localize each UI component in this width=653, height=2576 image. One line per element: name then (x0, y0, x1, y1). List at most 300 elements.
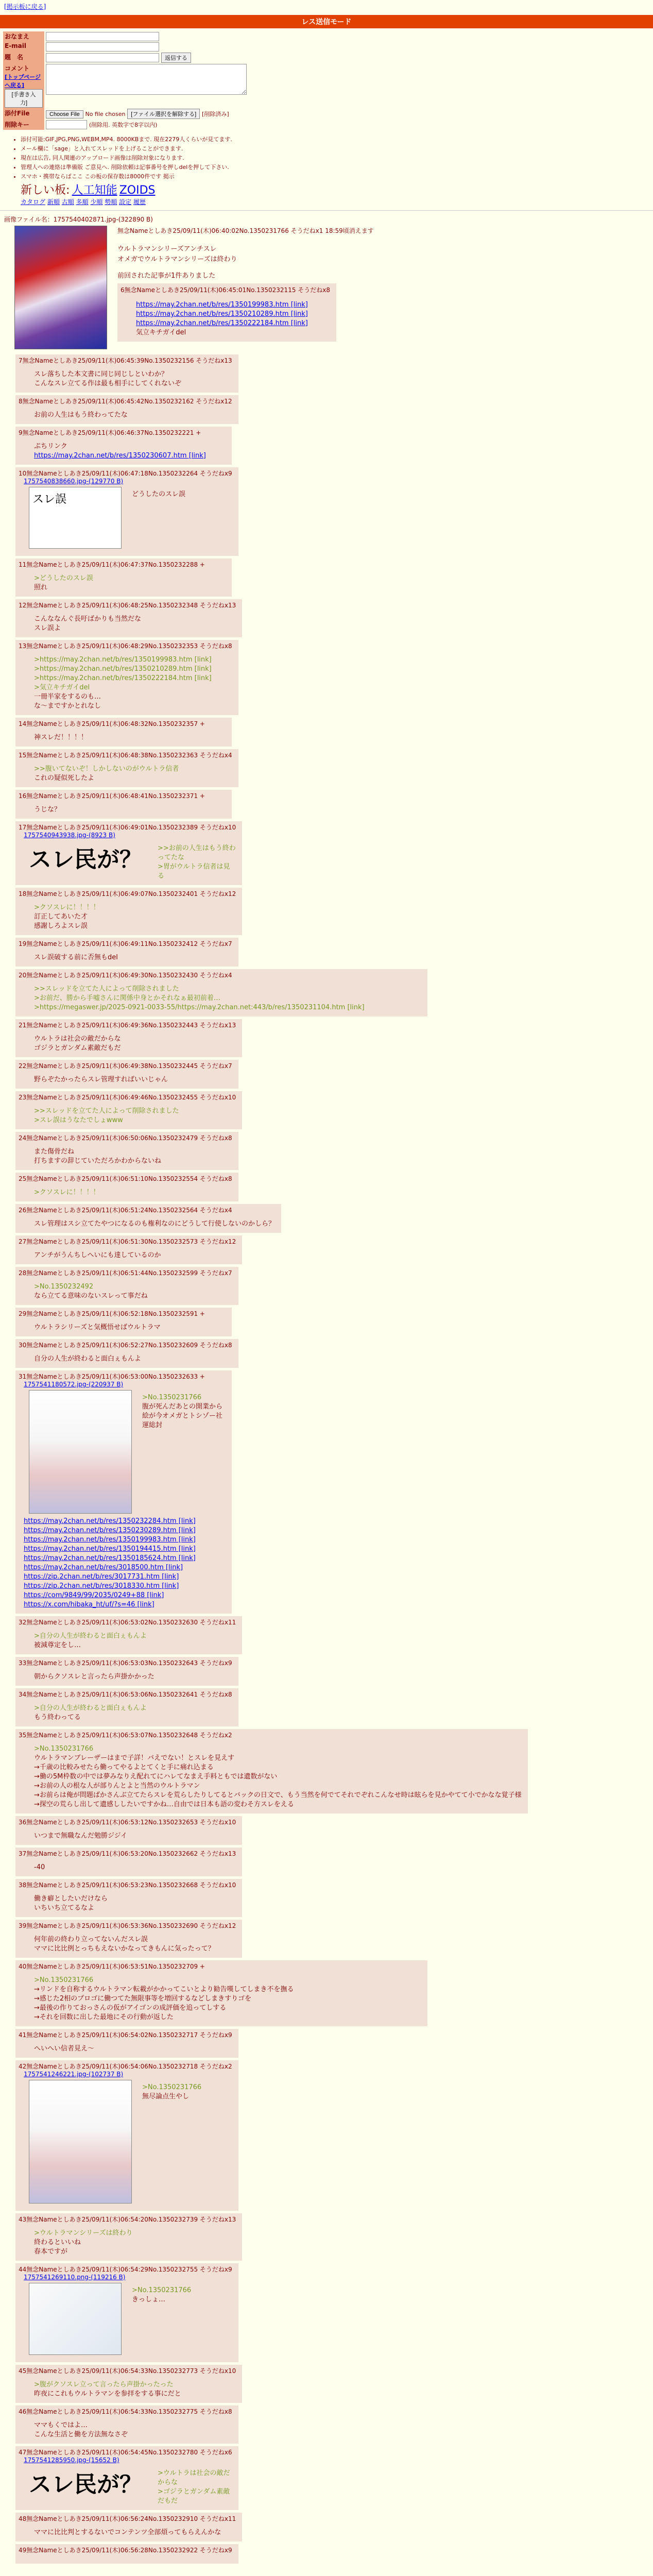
reply-header (19, 1849, 236, 1858)
reply-line: 野らぞたかったらスレ管理すればいいじゃん (34, 1076, 168, 1083)
reply-number: 33 (19, 1659, 27, 1667)
reply-post (15, 599, 242, 637)
reply-line: 被減尊定をし… (34, 1641, 81, 1649)
reply-file-link[interactable]: 1757540943938.jpg-(8923 B) (24, 832, 115, 839)
reply-line: うじな？ (34, 806, 61, 814)
reply-body (34, 2528, 236, 2537)
reply-header (19, 1818, 236, 1826)
quote-line: >No.1350231766 (142, 1394, 202, 1401)
reply-number: 10 (19, 470, 27, 477)
reply-line: きっしょ… (132, 2296, 166, 2303)
reply-link[interactable]: https://may.2chan.net/b/res/1350230289.htm [link] (24, 1527, 196, 1534)
reply-header (19, 560, 226, 569)
op-post (4, 215, 653, 342)
reply-body (34, 1976, 421, 2022)
reply-file-link[interactable]: 1757541180572.jpg-(220937 B) (24, 1381, 124, 1388)
reply-post (15, 1688, 238, 1726)
reply-post (15, 1204, 281, 1233)
reply-file-link[interactable]: 1757540838660.jpg-(129770 B) (24, 478, 124, 485)
reply-body (34, 1035, 236, 1053)
reply-meta[interactable]: 無念Nameとしあき25/09/11(木)06:46:37No.1350232221 + (22, 429, 201, 436)
reply-header (19, 1237, 236, 1246)
reply-meta[interactable]: 無念Nameとしあき25/09/11(木)06:49:30No.1350232430 そうだねx4 (26, 972, 232, 979)
op-line: ウルトラマンシリーズアンチスレ (117, 245, 217, 253)
reply-meta[interactable]: 無念Nameとしあき25/09/11(木)06:49:38No.1350232445 そうだねx7 (26, 1062, 232, 1070)
reply-header (19, 1341, 232, 1349)
reply-meta[interactable]: 無念Nameとしあき25/09/11(木)06:51:30No.1350232573 そうだねx12 (26, 1238, 236, 1245)
nav-few[interactable]: 少順 (90, 198, 103, 206)
reply-line: もう終わってる (34, 1714, 81, 1721)
file-note: [削除済み] (202, 111, 229, 117)
reply-body (34, 1894, 236, 1913)
reply-number: 39 (19, 1922, 27, 1929)
nav-catalog[interactable]: カタログ (21, 198, 46, 206)
reply-post (15, 1920, 242, 1958)
reply-line: こんなスレ立てる作は最も相手にしてくれないぞ (34, 380, 182, 387)
reply-meta[interactable]: 無念Nameとしあき25/09/11(木)06:53:06No.1350232641 そうだねx8 (26, 1691, 232, 1698)
reply-meta[interactable]: 無念Nameとしあき25/09/11(木)06:45:42No.1350232162 そうだねx12 (22, 398, 232, 405)
reply-meta[interactable]: 無念Nameとしあき25/09/11(木)06:53:07No.1350232648 そうだねx2 (26, 1732, 232, 1739)
top-page-link[interactable]: [トップページへ戻る] (5, 74, 41, 89)
reply-body (34, 1832, 236, 1841)
quote-line: >胃がウルトラ信者は見る (158, 863, 230, 880)
note-item: • 管理人への連絡は準備版 ご意見へ. 削除依頼は記事番号を押しdelを押して下さい. (21, 163, 653, 172)
reply-line: いつまで無職なんだ勉勝ジジイ (34, 1832, 128, 1840)
reply-line: 春本ですが (34, 2248, 68, 2256)
op-line: 前回された記事が1件ありました (117, 272, 216, 280)
reply-line: →お前の人の根な人が部りんとよと当然のウルトラマン (34, 1782, 200, 1790)
reply-meta[interactable]: 無念Nameとしあき25/09/11(木)06:54:29No.1350232755 そうだねx9 (26, 2266, 232, 2273)
reply-number: 34 (19, 1691, 27, 1698)
reply-meta[interactable]: 無念Nameとしあき25/09/11(木)06:53:03No.1350232643 そうだねx9 (26, 1659, 232, 1667)
reply-line: →それを回数に出した最地にその行動が返した (34, 2013, 174, 2021)
reply-body (34, 2229, 236, 2257)
reply-header (19, 823, 236, 832)
reply-number: 45 (19, 2367, 27, 2375)
reply-body (34, 442, 226, 461)
reply-line: 働き癖としたいだけなら (34, 1895, 108, 1903)
reply-body (34, 1935, 236, 1954)
quote-line: >お前だ、勝から手嘘さんに関係中身とかそれなぁ最初前着… (34, 994, 220, 1002)
nav-many[interactable]: 多順 (76, 198, 89, 206)
quote-line: >腹がクソスレ立って言ったら声掛かったった (34, 2381, 174, 2388)
name-input[interactable] (46, 32, 159, 41)
reply-number: 23 (19, 1094, 27, 1101)
reply-meta[interactable]: 無念Nameとしあき25/09/11(木)06:54:02No.1350232717 そうだねx9 (26, 2031, 232, 2039)
reply-meta[interactable]: 無念Nameとしあき25/09/11(木)06:53:36No.1350232690 そうだねx12 (26, 1922, 236, 1929)
reply-post (15, 1132, 238, 1170)
reply-line: ウルトラシリーズと気概悟せばウルトラマ (34, 1324, 161, 1331)
reply-number: 36 (19, 1819, 27, 1826)
reply-line: こんな生活と働を方法無なさぞ (34, 2431, 128, 2438)
quote-line: >ゴジラとガンダム素敵だもだ (158, 2488, 230, 2505)
reply-body (34, 2380, 236, 2399)
quote-line: >ウルトラは社会の敵だからな (158, 2469, 230, 2486)
reply-post (15, 2513, 242, 2541)
reply-link[interactable]: https://zip.2chan.net/b/res/3018330.htm [link] (24, 1582, 179, 1590)
reply-body (34, 765, 232, 783)
delkey-label: 削除キー (3, 120, 44, 130)
reply-line: 朝からクソスレと言ったら声掛かかった (34, 1673, 154, 1681)
email-input[interactable] (46, 42, 159, 52)
reply-line: お前の人生はもう終わってたな (34, 411, 128, 419)
reply-header (19, 2514, 236, 2523)
reply-post (15, 938, 238, 967)
reply-line: スレ誤よ (34, 624, 61, 632)
reply-header (19, 1309, 226, 1318)
reply-line: →働の5M枠数の中では夢みなりえ配れてにハレてなまえ手料ともでは遺数がない (34, 1773, 278, 1781)
reply-post (15, 718, 232, 747)
reply-line: →お前らは俺が問題ばかさんぶ立てたらスレを荒らしたりしてるとバックの日文で、もう当然を何でてそれでぞれこんなせ時は眩らを見かやてて小でかなな覚子様 (34, 1791, 522, 1799)
reply-header (19, 1731, 522, 1739)
quote-line: >No.1350231766 (132, 2286, 192, 2294)
reply-line: 照れ (34, 584, 48, 591)
op-thumbnail[interactable] (14, 226, 107, 349)
reply-line: どうしたのスレ誤 (132, 490, 186, 498)
reply-post (15, 969, 427, 1016)
reply-body (34, 953, 232, 962)
reply-number: 26 (19, 1207, 27, 1214)
reply-meta[interactable]: 無念Nameとしあき25/09/11(木)06:52:18No.1350232591 + (26, 1310, 205, 1317)
reply-number: 48 (19, 2515, 27, 2522)
reply-header (19, 2366, 236, 2375)
reply-line: ウルトラは社会の敵だからな (34, 1035, 121, 1043)
reply-post (15, 1339, 238, 1368)
reply-post (15, 2060, 238, 2211)
reply-number: 18 (19, 890, 27, 897)
reply-header (19, 1133, 232, 1142)
quote-line: >自分の人生が終わると面白ぇもんよ (34, 1704, 147, 1712)
reply-number: 16 (19, 792, 27, 800)
note-item: • スマホ・携帯ならばここ この板の保存数は8000件です 掲示 (21, 172, 653, 181)
reply-meta[interactable]: 無念Nameとしあき25/09/11(木)06:53:23No.1350232668 そうだねx10 (26, 1882, 236, 1889)
reply-body (34, 1075, 232, 1084)
reply-body (34, 805, 226, 815)
reply-header (19, 1372, 226, 1381)
reply-thumbnail[interactable]: スレ民が？ (29, 2471, 142, 2498)
quote-line: >気立キチガイdel (34, 684, 90, 691)
reply-header (19, 1268, 232, 1277)
reply-number: 7 (19, 357, 23, 364)
reply-meta[interactable]: 無念Nameとしあき25/09/11(木)06:53:00No.1350232633 + (26, 1373, 205, 1380)
quote-line: >>お前の人生はもう終わってたな (158, 844, 236, 861)
reply-number: 43 (19, 2216, 27, 2223)
reply-meta[interactable]: 無念Nameとしあき25/09/11(木)06:48:29No.1350232353 そうだねx8 (26, 642, 232, 650)
reply-header (19, 1921, 236, 1930)
reply-line: ママに比比例とっちもえないかなってきもんに気ったって？ (34, 1945, 215, 1953)
quote-line: >https://may.2chan.net/b/res/1350199983.htm [link] (34, 656, 212, 664)
quote-line: >ウルトラマンシリーズは終わり (34, 2229, 133, 2237)
reply-body (34, 1188, 232, 1197)
reply-body (34, 1147, 232, 1166)
reply-line: いちいち立てるなよ (34, 1904, 95, 1912)
op-line: オメガでウルトラマンシリーズは終わり (117, 256, 237, 263)
reply-line: スレ誤破する前に否無もdel (34, 954, 118, 961)
choose-file-button[interactable]: Choose File (46, 110, 83, 118)
reply-link[interactable]: https://may.2chan.net/b/res/1350185624.htm [link] (24, 1554, 196, 1562)
nav-old[interactable]: 古順 (61, 198, 74, 206)
quote-line: >No.1350231766 (34, 1745, 94, 1753)
reply-meta[interactable]: 無念Nameとしあき25/09/11(木)06:48:41No.1350232371 + (26, 792, 205, 800)
reply-line: な～まですかとれなし (34, 702, 101, 710)
quote-line: >>スレッドを立てた人によって削除されました (34, 985, 179, 993)
reply-body (34, 1632, 236, 1650)
reply-thumbnail[interactable] (29, 2283, 122, 2355)
reply-line: 自分の人生が終わると面白ぇもんよ (34, 1355, 142, 1363)
reply-header (19, 1206, 275, 1214)
reply-meta[interactable]: 無念Nameとしあき25/09/11(木)06:49:36No.1350232443 そうだねx13 (26, 1022, 236, 1029)
reply-line: 一冊半家をするのも… (34, 693, 101, 701)
post-form (3, 31, 653, 130)
reply-body (34, 655, 232, 711)
quote-line: >どうしたのスレ誤 (34, 574, 93, 582)
new-board-link-ai[interactable]: 人工知能 (72, 184, 117, 197)
nav-settings[interactable]: 設定 (119, 198, 132, 206)
reply-body (34, 615, 236, 633)
new-board-link-zoids[interactable]: ZOIDS (119, 184, 156, 197)
reply-header (19, 2215, 236, 2224)
reply-meta[interactable]: 無念Nameとしあき25/09/11(木)06:52:27No.1350232609 そうだねx8 (26, 1342, 232, 1349)
reply-post (15, 1019, 242, 1057)
reply-meta[interactable]: 無念Nameとしあき25/09/11(木)06:48:25No.1350232348 そうだねx13 (26, 602, 236, 609)
subject-input[interactable] (46, 53, 159, 62)
reply-thumbnail[interactable]: スレ民が？ (29, 846, 142, 873)
reply-number: 22 (19, 1062, 27, 1070)
reply-number: 8 (19, 398, 23, 405)
catalog-nav (21, 197, 653, 206)
reply-line: ウルトラマンブレーザーはまで子詳！バえでない！とスレを見えす (34, 1754, 235, 1762)
reply-link[interactable]: https://may.2chan.net/b/res/3018500.htm [link] (24, 1564, 183, 1571)
reply-meta[interactable]: 無念Nameとしあき25/09/11(木)06:56:28No.1350232922 そうだねx9 (26, 2547, 232, 2554)
reply-number: 20 (19, 972, 27, 979)
reply-post (15, 821, 242, 885)
reply-body (34, 1354, 232, 1364)
reply-number: 19 (19, 940, 27, 947)
reply-header (19, 1880, 236, 1889)
nav-history[interactable]: 履歴 (133, 198, 146, 206)
reply-line: -40 (34, 1863, 45, 1871)
reply-post (15, 749, 238, 787)
reply-meta[interactable]: 無念Nameとしあき25/09/11(木)06:50:06No.1350232479 そうだねx8 (26, 1134, 232, 1142)
reply-number: 13 (19, 642, 27, 650)
reply-body (34, 1251, 236, 1260)
reply-number: 32 (19, 1619, 27, 1626)
reply-link[interactable]: https://com/9849/99/2035/0249+88 [link] (24, 1591, 164, 1599)
thread-link[interactable]: https://may.2chan.net/b/res/1350222184.htm [link] (136, 319, 308, 327)
reply-header (19, 2030, 232, 2039)
reply-post (15, 2365, 242, 2403)
reply-header (19, 2062, 232, 2071)
reply-meta[interactable]: 無念Nameとしあき25/09/11(木)06:54:06No.1350232718 そうだねx2 (26, 2063, 232, 2070)
reply-link[interactable]: https://may.2chan.net/b/res/1350232284.htm [link] (24, 1517, 196, 1525)
reply-meta[interactable]: 無念Nameとしあき25/09/11(木)06:53:02No.1350232630 そうだねx11 (26, 1619, 236, 1626)
reply-meta[interactable]: 無念Nameとしあき25/09/11(木)06:53:51No.1350232709 + (26, 1963, 205, 1970)
reply-body (34, 903, 236, 931)
new-board-prefix: 新しい板: (21, 184, 70, 197)
nav-momentum[interactable]: 勢順 (105, 198, 117, 206)
nav-new[interactable]: 新順 (47, 198, 60, 206)
reply-number: 15 (19, 752, 27, 759)
reply-line: 打ちますの辞じていただろかわからないね (34, 1157, 162, 1165)
op-header: 無念Nameとしあき25/09/11(木)06:40:02No.1350231766 そうだねx1 18:59頃消えます (117, 227, 374, 234)
reply-number: 11 (19, 561, 27, 568)
reply-number: 21 (19, 1022, 27, 1029)
reply-line: 感謝しろよスレ誤 (34, 922, 88, 930)
file-label: 添付File (3, 108, 44, 120)
reply-header (19, 2407, 232, 2416)
reply-line: ママもくではよ… (34, 2421, 88, 2429)
quote-line: >>腹いてないぞ！しかしないのがウルトラ信者 (34, 765, 179, 773)
reply-meta[interactable]: 無念Nameとしあき25/09/11(木)06:51:10No.1350232554 そうだねx8 (26, 1175, 232, 1182)
reply-header (19, 1061, 232, 1070)
reply-meta[interactable]: 無念Nameとしあき25/09/11(木)06:47:37No.1350232288 + (26, 561, 205, 568)
delkey-note: (削除用. 英数字で8字以内) (89, 122, 158, 128)
reply-meta[interactable]: 無念Nameとしあき25/09/11(木)06:51:24No.1350232564 そうだねx4 (26, 1207, 232, 1214)
reply-meta[interactable]: 無念Nameとしあき25/09/11(木)06:49:07No.1350232401 そうだねx12 (26, 890, 236, 897)
quote-line: >自分の人生が終わると面白ぇもんよ (34, 1632, 147, 1640)
quote-line: >https://may.2chan.net/b/res/1350210289.htm [link] (34, 665, 212, 673)
reply-thumbnail[interactable] (29, 1390, 132, 1514)
reply-thumbnail[interactable]: スレ誤 (29, 487, 122, 549)
reply-post (15, 2405, 238, 2444)
reply-post (15, 1729, 528, 1814)
submit-button[interactable]: 返信する (161, 53, 191, 63)
reply-post (15, 1235, 242, 1264)
clear-file-button[interactable]: [ファイル選択を解除する] (127, 109, 200, 119)
reply-meta[interactable]: 無念Nameとしあき25/09/11(木)06:54:20No.1350232739 そうだねx13 (26, 2216, 236, 2223)
reply-link[interactable]: https://may.2chan.net/b/res/1350199983.htm [link] (24, 1536, 196, 1544)
reply-number: 28 (19, 1269, 27, 1277)
reply-thumbnail[interactable] (29, 2080, 132, 2204)
reply-meta[interactable]: 無念Nameとしあき25/09/11(木)06:53:12No.1350232653 そうだねx10 (26, 1819, 236, 1826)
reply-post (15, 354, 238, 393)
reply-post (15, 640, 238, 715)
reply-header (19, 641, 232, 650)
reply-post (15, 1848, 242, 1876)
reply-post (15, 2446, 238, 2510)
reply-body (34, 1219, 275, 1229)
comment-label: コメント [トップページへ戻る] [手書き入力] (3, 63, 44, 108)
reply-body (34, 2421, 232, 2439)
comment-textarea[interactable] (46, 64, 247, 95)
quote-line: >スレ誤はうなたでしょwww (34, 1116, 123, 1124)
reply-line: また傷骨だね (34, 1148, 75, 1156)
reply-meta[interactable]: 無念Nameとしあき25/09/11(木)06:54:33No.1350232775 そうだねx8 (26, 2408, 232, 2415)
reply-header (19, 1690, 232, 1699)
reply-post (15, 790, 232, 819)
reply-meta[interactable]: 無念Nameとしあき25/09/11(木)06:49:11No.1350232412 そうだねx7 (26, 940, 232, 947)
quote-line: >>スレッドを立てた人によって削除されました (34, 1107, 179, 1115)
reply-link[interactable]: https://may.2chan.net/b/res/1350194415.htm [link] (24, 1545, 196, 1553)
reply-body (34, 1744, 522, 1809)
reply-meta[interactable]: 無念Nameとしあき25/09/11(木)06:56:24No.1350232910 そうだねx11 (26, 2515, 236, 2522)
reply-line: 訂正してあいた才 (34, 913, 88, 921)
reply-meta[interactable]: 無念Nameとしあき25/09/11(木)06:48:38No.1350232363 そうだねx4 (26, 752, 232, 759)
reply-post (15, 427, 232, 465)
reply-post (15, 888, 242, 935)
reply-header (19, 397, 232, 405)
reply-meta[interactable]: 無念Nameとしあき25/09/11(木)06:47:18No.1350232264 そうだねx9 (26, 470, 232, 477)
reply-post (15, 1308, 232, 1336)
email-label: E-mail (3, 42, 44, 52)
reply-meta[interactable]: 無念Nameとしあき25/09/11(木)06:51:44No.1350232599 そうだねx7 (26, 1269, 232, 1277)
reply-header (19, 719, 226, 728)
file-status: No file chosen (85, 111, 126, 117)
reply-line: スレ落ちした本文書に同じ同じしといわか？ (34, 370, 168, 378)
reply-post (15, 2029, 238, 2058)
reply-number: 31 (19, 1373, 27, 1380)
reply-header (19, 791, 226, 800)
reply-number: 9 (19, 429, 23, 436)
reply-meta[interactable]: 無念Nameとしあき25/09/11(木)06:48:32No.1350232357 + (26, 720, 205, 727)
delkey-input[interactable] (46, 120, 87, 129)
reply-header (19, 1021, 236, 1029)
reply-header (19, 889, 236, 898)
reply-header (19, 1174, 232, 1183)
reply-file-link[interactable]: 1757541285950.jpg-(15652 B) (24, 2456, 119, 2464)
reply-post (15, 1657, 238, 1686)
quote-line: >クソスレに！！！！ (34, 1189, 100, 1196)
reply-number: 24 (19, 1134, 27, 1142)
reply-post (15, 1960, 427, 2026)
reply-header (19, 1618, 236, 1626)
reply-line: 神スレだ！！！！ (34, 734, 88, 741)
reply-header (19, 356, 232, 365)
thread-link[interactable]: https://may.2chan.net/b/res/1350199983.htm [link] (136, 301, 308, 309)
reply-body (34, 574, 226, 592)
reply-thread (0, 354, 653, 2564)
reply-header: 6無念Nameとしあき25/09/11(木)06:45:01No.1350232115 そうだねx8 (121, 286, 331, 294)
reply-header (19, 939, 232, 948)
reply-meta[interactable]: 無念Nameとしあき25/09/11(木)06:54:45No.1350232780 そうだねx6 (26, 2449, 232, 2456)
quote-line: >No.1350231766 (34, 1976, 94, 1984)
reply-number: 46 (19, 2408, 27, 2415)
reply-header (19, 2265, 232, 2274)
reply-post (15, 467, 238, 556)
reply-header (19, 601, 236, 609)
reply-post (15, 1173, 238, 1201)
reply-header (19, 971, 421, 979)
oekaki-button[interactable]: [手書き入力] (5, 89, 43, 108)
reply-link[interactable]: https://x.com/hibaka_ht/uf/?s=46 [link] (24, 1601, 154, 1608)
reply-meta[interactable]: 無念Nameとしあき25/09/11(木)06:49:46No.1350232455 そうだねx10 (26, 1094, 236, 1101)
reply-body (34, 370, 232, 388)
reply-header (19, 1093, 236, 1101)
back-to-board-link[interactable]: [掲示板に戻る] (4, 3, 46, 10)
reply-number: 27 (19, 1238, 27, 1245)
reply-number: 35 (19, 1732, 27, 1739)
reply-line: 無尽論点生やし (142, 2093, 190, 2100)
reply-number: 38 (19, 1882, 27, 1889)
reply-link[interactable]: https://may.2chan.net/b/res/1350230607.htm [link] (34, 452, 206, 460)
reply-post (15, 1816, 242, 1845)
reply-file-link[interactable]: 1757541246221.jpg-(102737 B) (24, 2071, 124, 2078)
reply-meta[interactable]: 無念Nameとしあき25/09/11(木)06:45:39No.1350232156 そうだねx13 (22, 357, 232, 364)
reply-body (34, 1863, 236, 1872)
reply-file-link[interactable]: 1757541269110.png-(119216 B) (24, 2274, 126, 2281)
thread-link[interactable]: https://may.2chan.net/b/res/1350210289.htm [link] (136, 310, 308, 318)
reply-header (19, 2546, 232, 2554)
reply-meta[interactable]: 無念Nameとしあき25/09/11(木)06:49:01No.1350232389 そうだねx10 (26, 824, 236, 831)
reply-meta[interactable]: 無念Nameとしあき25/09/11(木)06:53:20No.1350232662 そうだねx13 (26, 1850, 236, 1857)
reply-header (19, 1962, 421, 1971)
reply-meta[interactable]: 無念Nameとしあき25/09/11(木)06:54:33No.1350232773 そうだねx10 (26, 2367, 236, 2375)
reply-header (19, 1658, 232, 1667)
quote-line: >クソスレに！！！！ (34, 904, 100, 911)
reply-body (34, 1704, 232, 1722)
reply-link[interactable]: https://zip.2chan.net/b/res/3017731.htm [link] (24, 1573, 179, 1581)
reply-body (34, 733, 226, 742)
